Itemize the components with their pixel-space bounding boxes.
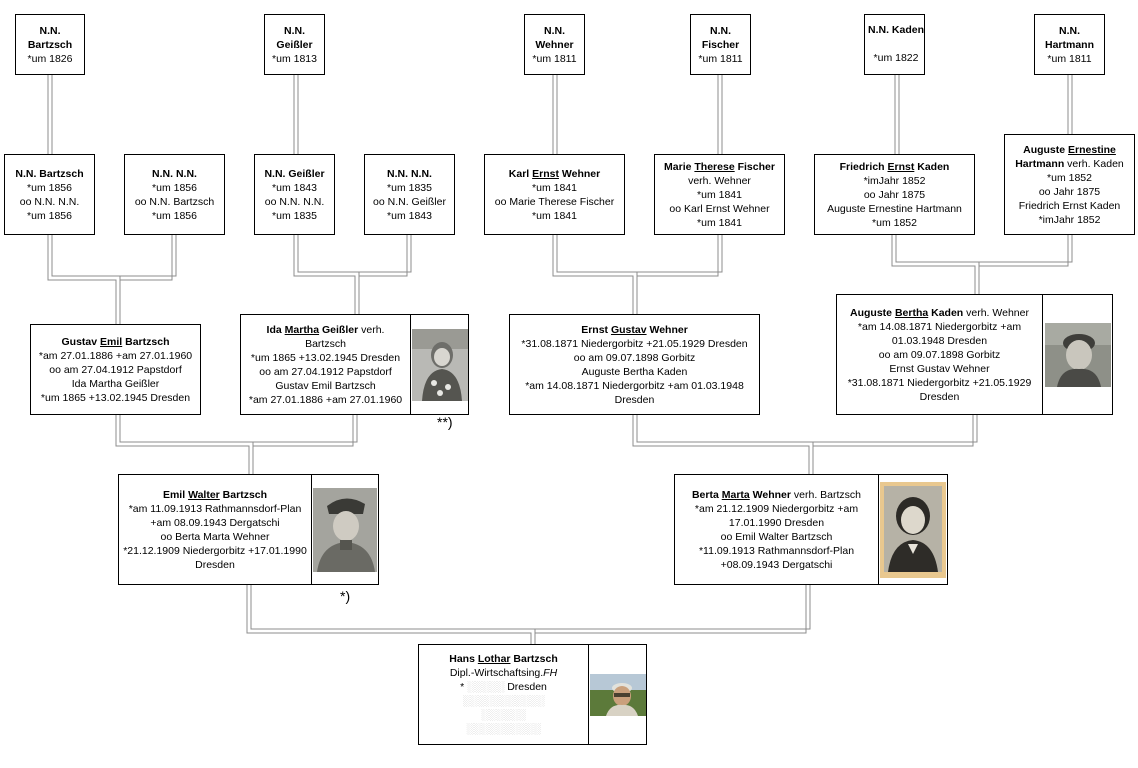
person-name: Berta Marta Wehner verh. Bartzsch (691, 488, 862, 501)
person-box[interactable] (4, 154, 95, 235)
person-detail: Dresden (195, 558, 235, 571)
person-detail: *um 1841 (532, 209, 577, 222)
footnote-mark: *) (340, 588, 351, 604)
person-detail: oo am 09.07.1898 Gorbitz (573, 351, 696, 364)
person-detail: oo Emil Walter Bartzsch (720, 530, 833, 543)
person-name: Ida Martha Geißler verh. (266, 323, 385, 336)
person-box[interactable] (254, 154, 335, 235)
person-detail: *um 1856 (27, 209, 72, 222)
portrait-photo (878, 475, 947, 584)
person-detail: *am 27.01.1886 +am 27.01.1960 (38, 349, 193, 362)
person-detail: *um 1841 (697, 188, 742, 201)
person-detail: oo N.N. N.N. (19, 195, 80, 208)
person-name: Friedrich Ernst Kaden (839, 160, 950, 173)
ancestor-box[interactable] (864, 14, 925, 75)
person-detail: *um 1852 (1047, 171, 1092, 184)
portrait-photo (1042, 295, 1112, 414)
person-birth: *um 1811 (698, 52, 743, 65)
person-birth: *um 1811 (532, 52, 577, 65)
person-box[interactable] (1004, 134, 1135, 235)
person-detail: Auguste Bertha Kaden (581, 365, 688, 378)
person-name: Karl Ernst Wehner (508, 167, 601, 180)
person-box[interactable] (124, 154, 225, 235)
blurred-text: ░░░░░░░░░░░ (462, 695, 545, 707)
person-box[interactable] (674, 474, 948, 585)
person-detail: *am 27.01.1886 +am 27.01.1960 (248, 393, 403, 406)
person-detail: *um 1856 (152, 209, 197, 222)
person-name: Gustav Emil Bartzsch (61, 335, 170, 348)
person-name-line: N.N. (39, 24, 61, 37)
person-detail: *um 1856 (27, 181, 72, 194)
person-box[interactable] (364, 154, 455, 235)
person-detail: oo Jahr 1875 (863, 188, 926, 201)
person-detail: oo Berta Marta Wehner (160, 530, 270, 543)
portrait-photo (311, 475, 378, 584)
person-detail: *imJahr 1852 (1038, 213, 1101, 226)
ancestor-box[interactable] (524, 14, 585, 75)
person-name: Emil Walter Bartzsch (162, 488, 268, 501)
person-name-line: Wehner (535, 38, 574, 51)
person-name: N.N. Geißler (264, 167, 325, 180)
person-detail: +am 08.09.1943 Dergatschi (150, 516, 280, 529)
person-detail: 17.01.1990 Dresden (728, 516, 825, 529)
ancestor-box[interactable] (264, 14, 325, 75)
person-birth: *um 1822 (873, 52, 919, 64)
ancestor-box[interactable] (15, 14, 85, 75)
person-detail: *11.09.1913 Rathmannsdorf-Plan (698, 544, 855, 557)
blurred-text: ░░░░░░ (481, 709, 526, 721)
person-birth: *um 1826 (27, 52, 73, 65)
person-name: Marie Therese Fischer (664, 160, 775, 173)
person-name-line: N.N. (544, 24, 565, 37)
person-box[interactable] (814, 154, 975, 235)
person-name-line: Fischer (701, 38, 740, 51)
person-detail: 01.03.1948 Dresden (891, 334, 988, 347)
person-detail: *am 11.09.1913 Rathmannsdorf-Plan (128, 502, 302, 515)
person-detail: oo Karl Ernst Wehner (669, 202, 770, 215)
person-box[interactable] (118, 474, 379, 585)
person-box[interactable] (240, 314, 469, 415)
person-birth: *um 1813 (272, 52, 317, 65)
person-detail: *um 1865 +13.02.1945 Dresden (250, 351, 401, 364)
blurred-text: ░░░░░ (464, 681, 508, 693)
person-name-line2: Hartmann verh. Kaden (1015, 157, 1124, 170)
person-detail: *um 1865 +13.02.1945 Dresden (40, 391, 191, 404)
person-box[interactable] (30, 324, 201, 415)
person-detail: Friedrich Ernst Kaden (1018, 199, 1121, 212)
person-name-line: Bartzsch (27, 38, 73, 51)
person-detail: *um 1835 (272, 209, 317, 222)
person-detail: Ernst Gustav Wehner (889, 362, 990, 375)
person-name: Ernst Gustav Wehner (581, 323, 688, 336)
person-name: Hans Lothar Bartzsch (449, 653, 558, 665)
ancestor-box[interactable] (690, 14, 751, 75)
person-box[interactable] (836, 294, 1113, 415)
footnote-mark: **) (437, 414, 453, 430)
person-birth: *um 1811 (1047, 52, 1092, 65)
person-detail: Dresden (919, 390, 960, 403)
portrait-photo (588, 645, 646, 744)
person-detail: *um 1843 (272, 181, 317, 194)
person-detail: *um 1856 (152, 181, 197, 194)
person-detail: *imJahr 1852 (863, 174, 926, 187)
person-detail: *am 14.08.1871 Niedergorbitz +am (857, 320, 1022, 333)
person-detail: oo N.N. Geißler (373, 195, 446, 208)
person-detail: Dresden (614, 393, 655, 406)
person-detail: oo am 27.04.1912 Papstdorf (259, 365, 392, 378)
person-detail: verh. Wehner (688, 174, 751, 187)
person-detail: *31.08.1871 Niedergorbitz +21.05.1929 (847, 376, 1032, 389)
person-detail: *am 14.08.1871 Niedergorbitz +am 01.03.1948 (525, 379, 744, 392)
person-detail: oo am 27.04.1912 Papstdorf (49, 363, 182, 376)
person-detail: Ida Martha Geißler (71, 377, 160, 390)
person-detail: +08.09.1943 Dergatschi (720, 558, 833, 571)
person-detail: *um 1841 (532, 181, 577, 194)
person-detail: Auguste Ernestine Hartmann (827, 202, 962, 215)
person-box[interactable] (418, 644, 647, 745)
person-detail: *um 1835 (387, 181, 432, 194)
portrait-photo (410, 315, 468, 414)
ancestor-box[interactable] (1034, 14, 1105, 75)
person-detail: *31.08.1871 Niedergorbitz +21.05.1929 Dresden (521, 337, 748, 350)
person-detail: oo Jahr 1875 (1038, 185, 1101, 198)
person-detail: oo N.N. Bartzsch (134, 195, 215, 208)
person-box[interactable] (654, 154, 785, 235)
person-box[interactable] (484, 154, 625, 235)
person-detail: Gustav Emil Bartzsch (275, 379, 376, 392)
person-name-line: N.N. (710, 24, 731, 37)
blurred-text: ░░░░░░░░░░ (466, 723, 541, 735)
person-name-line: N.N. Kaden (868, 24, 925, 36)
person-detail: *um 1852 (872, 216, 917, 229)
person-detail: Bartzsch (305, 337, 346, 350)
person-name-line: N.N. (284, 24, 305, 37)
person-box[interactable] (509, 314, 760, 415)
person-name: N.N. N.N. (152, 167, 197, 180)
person-detail: * ░░░░░ Dresden (460, 681, 547, 693)
person-detail: oo N.N. N.N. (264, 195, 325, 208)
person-name-line: Geißler (276, 38, 313, 51)
person-name-line: Hartmann (1044, 38, 1094, 51)
person-title: Dipl.-Wirtschaftsing.FH (449, 667, 558, 679)
person-name: Auguste Ernestine (1023, 143, 1116, 156)
person-name: Auguste Bertha Kaden verh. Wehner (850, 306, 1029, 319)
person-detail: oo Marie Therese Fischer (494, 195, 615, 208)
person-detail: *21.12.1909 Niedergorbitz +17.01.1990 (123, 544, 307, 557)
person-detail: *um 1843 (387, 209, 432, 222)
person-detail: oo am 09.07.1898 Gorbitz (878, 348, 1001, 361)
person-name: N.N. Bartzsch (15, 167, 84, 180)
person-detail: *am 21.12.1909 Niedergorbitz +am (694, 502, 859, 515)
person-detail: *um 1841 (697, 216, 742, 229)
person-name: N.N. N.N. (387, 167, 432, 180)
person-name-line: N.N. (1059, 24, 1080, 37)
